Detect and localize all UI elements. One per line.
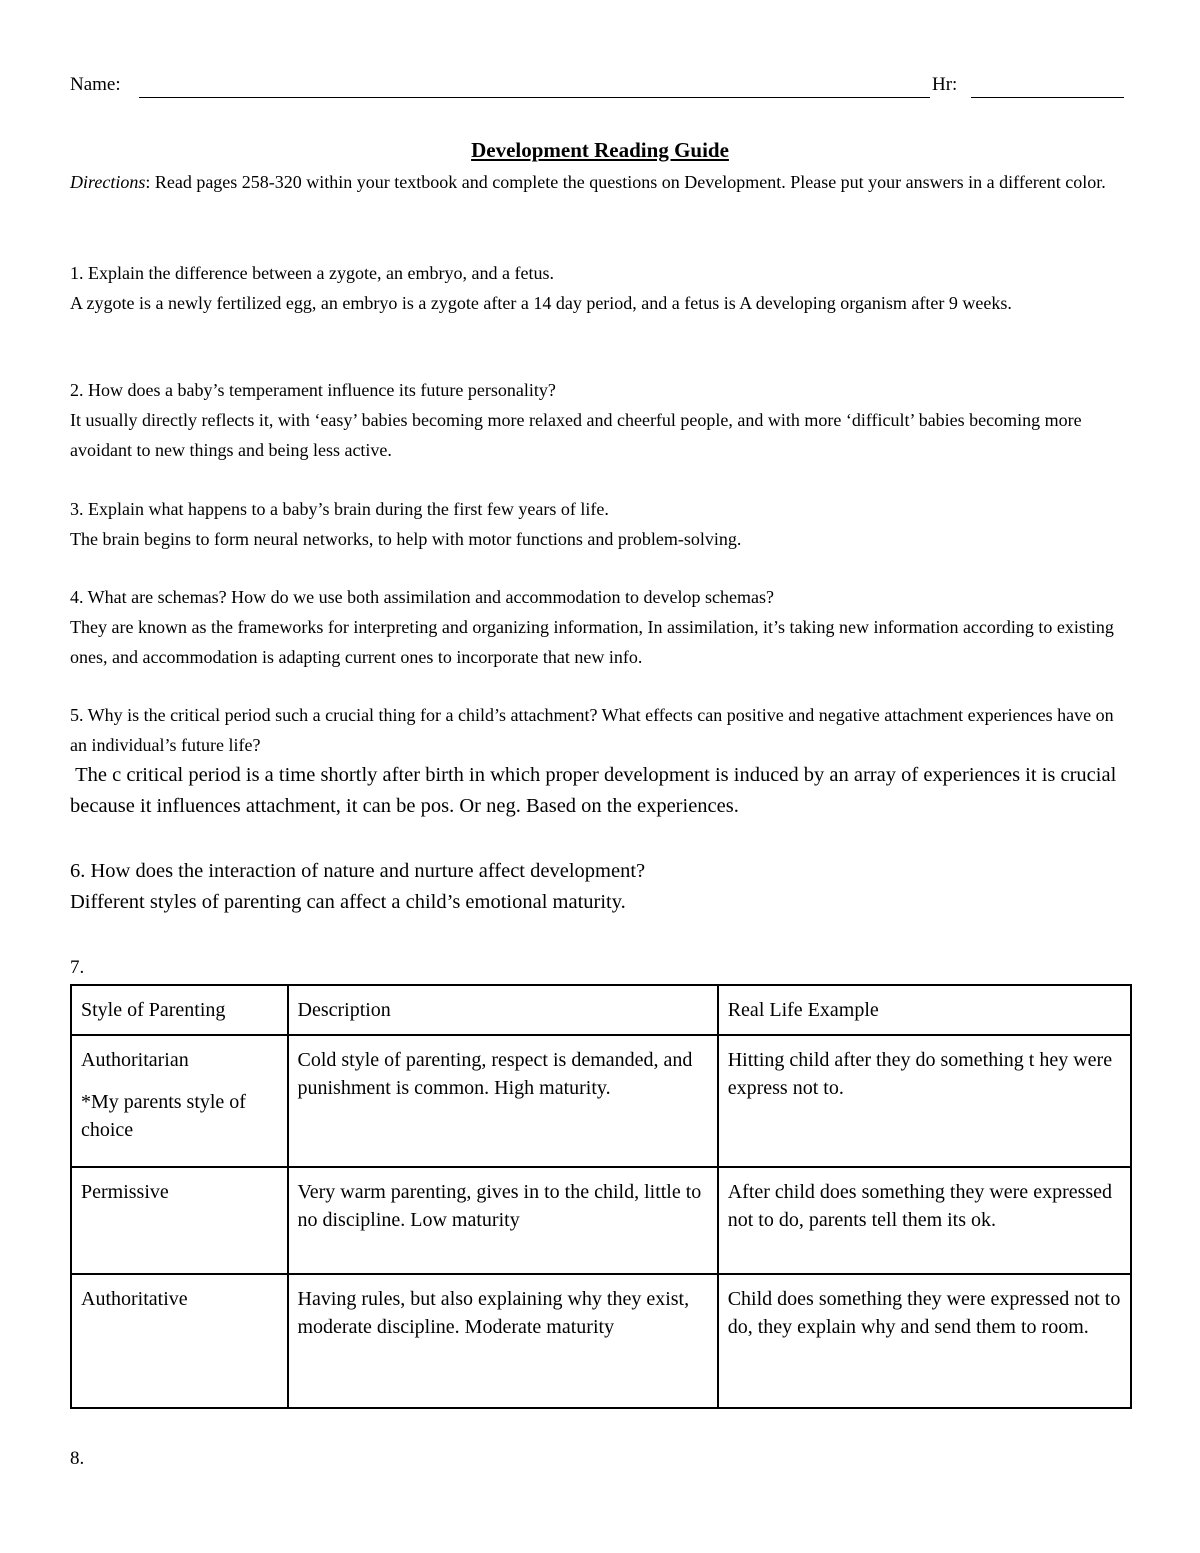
hr-field[interactable] xyxy=(971,97,1124,98)
answer-6-text: Different styles of parenting can affect a child’s emotional maturity. xyxy=(70,891,626,913)
answer-1-text: A zygote is a newly fertilized egg, an embryo is a zygote after a 14 day period, and a fetus is A developing organism after 9 weeks. xyxy=(70,293,1012,313)
style-cell: Permissive xyxy=(71,1167,288,1273)
table-row xyxy=(71,1167,1131,1273)
question-4 xyxy=(70,582,1130,672)
name-label: Name: xyxy=(70,74,121,95)
question-2-text: 2. How does a baby’s temperament influence its future personality? xyxy=(70,380,556,400)
question-1-text: 1. Explain the difference between a zygote, an embryo, and a fetus. xyxy=(70,263,554,283)
answer-5-text: The c critical period is a time shortly after birth in which proper development is induced by an array of experiences it is crucial because it influences attachment, it can be pos. Or neg. Based on the experiences. xyxy=(70,764,1122,817)
question-5-text: 5. Why is the critical period such a crucial thing for a child’s attachment? What effects can positive and negative attachment experiences have on an individual’s future life? xyxy=(70,705,1114,755)
question-3-text: 3. Explain what happens to a baby’s brain during the first few years of life. xyxy=(70,499,609,519)
question-1 xyxy=(70,258,1130,318)
question-4-text: 4. What are schemas? How do we use both assimilation and accommodation to develop schemas? xyxy=(70,587,774,607)
hr-label: Hr: xyxy=(932,74,958,95)
question-8-label: 8. xyxy=(70,1448,85,1469)
answer-4-text: They are known as the frameworks for interpreting and organizing information, In assimilation, it’s taking new information according to existing ones, and accommodation is adapting current ones to incorporate that new info. xyxy=(70,617,1114,667)
directions-label: Directions xyxy=(70,172,146,192)
parenting-styles-table xyxy=(70,984,1132,1409)
question-2 xyxy=(70,375,1130,465)
table-row xyxy=(71,1035,1131,1167)
answer-5 xyxy=(70,760,1130,822)
page-title: Development Reading Guide xyxy=(471,138,729,162)
directions xyxy=(70,167,1130,197)
question-6 xyxy=(70,856,1130,918)
table-header-cell: Real Life Example xyxy=(718,985,1131,1035)
directions-text: : Read pages 258-320 within your textbook and complete the questions on Development. Please put your answers in a different color. xyxy=(145,172,1106,192)
example-cell: After child does something they were expressed not to do, parents tell them its ok. xyxy=(718,1167,1131,1273)
table-row xyxy=(71,1274,1131,1408)
style-name: Authoritarian xyxy=(81,1049,189,1072)
question-3 xyxy=(70,494,1130,554)
question-6-text: 6. How does the interaction of nature and nurture affect development? xyxy=(70,860,646,882)
question-5 xyxy=(70,700,1130,760)
answer-3-text: The brain begins to form neural networks, to help with motor functions and problem-solving. xyxy=(70,529,742,549)
table-header-cell: Description xyxy=(288,985,718,1035)
style-cell: Authoritative xyxy=(71,1274,288,1408)
description-cell: Very warm parenting, gives in to the child, little to no discipline. Low maturity xyxy=(288,1167,718,1273)
table-header-row xyxy=(71,985,1131,1035)
name-field[interactable] xyxy=(139,97,930,98)
example-cell: Hitting child after they do something t hey were express not to. xyxy=(718,1035,1131,1167)
style-note: *My parents style of choice xyxy=(81,1091,246,1142)
example-cell: Child does something they were expressed not to do, they explain why and send them to room. xyxy=(718,1274,1131,1408)
description-cell: Cold style of parenting, respect is demanded, and punishment is common. High maturity. xyxy=(288,1035,718,1167)
question-7-label: 7. xyxy=(70,957,85,978)
table-header-cell: Style of Parenting xyxy=(71,985,288,1035)
description-cell: Having rules, but also explaining why they exist, moderate discipline. Moderate maturity xyxy=(288,1274,718,1408)
header-line xyxy=(70,74,1126,102)
answer-2-text: It usually directly reflects it, with ‘easy’ babies becoming more relaxed and cheerful people, and with more ‘difficult’ babies becoming more avoidant to new things and being less active. xyxy=(70,410,1082,460)
style-cell xyxy=(71,1035,288,1167)
